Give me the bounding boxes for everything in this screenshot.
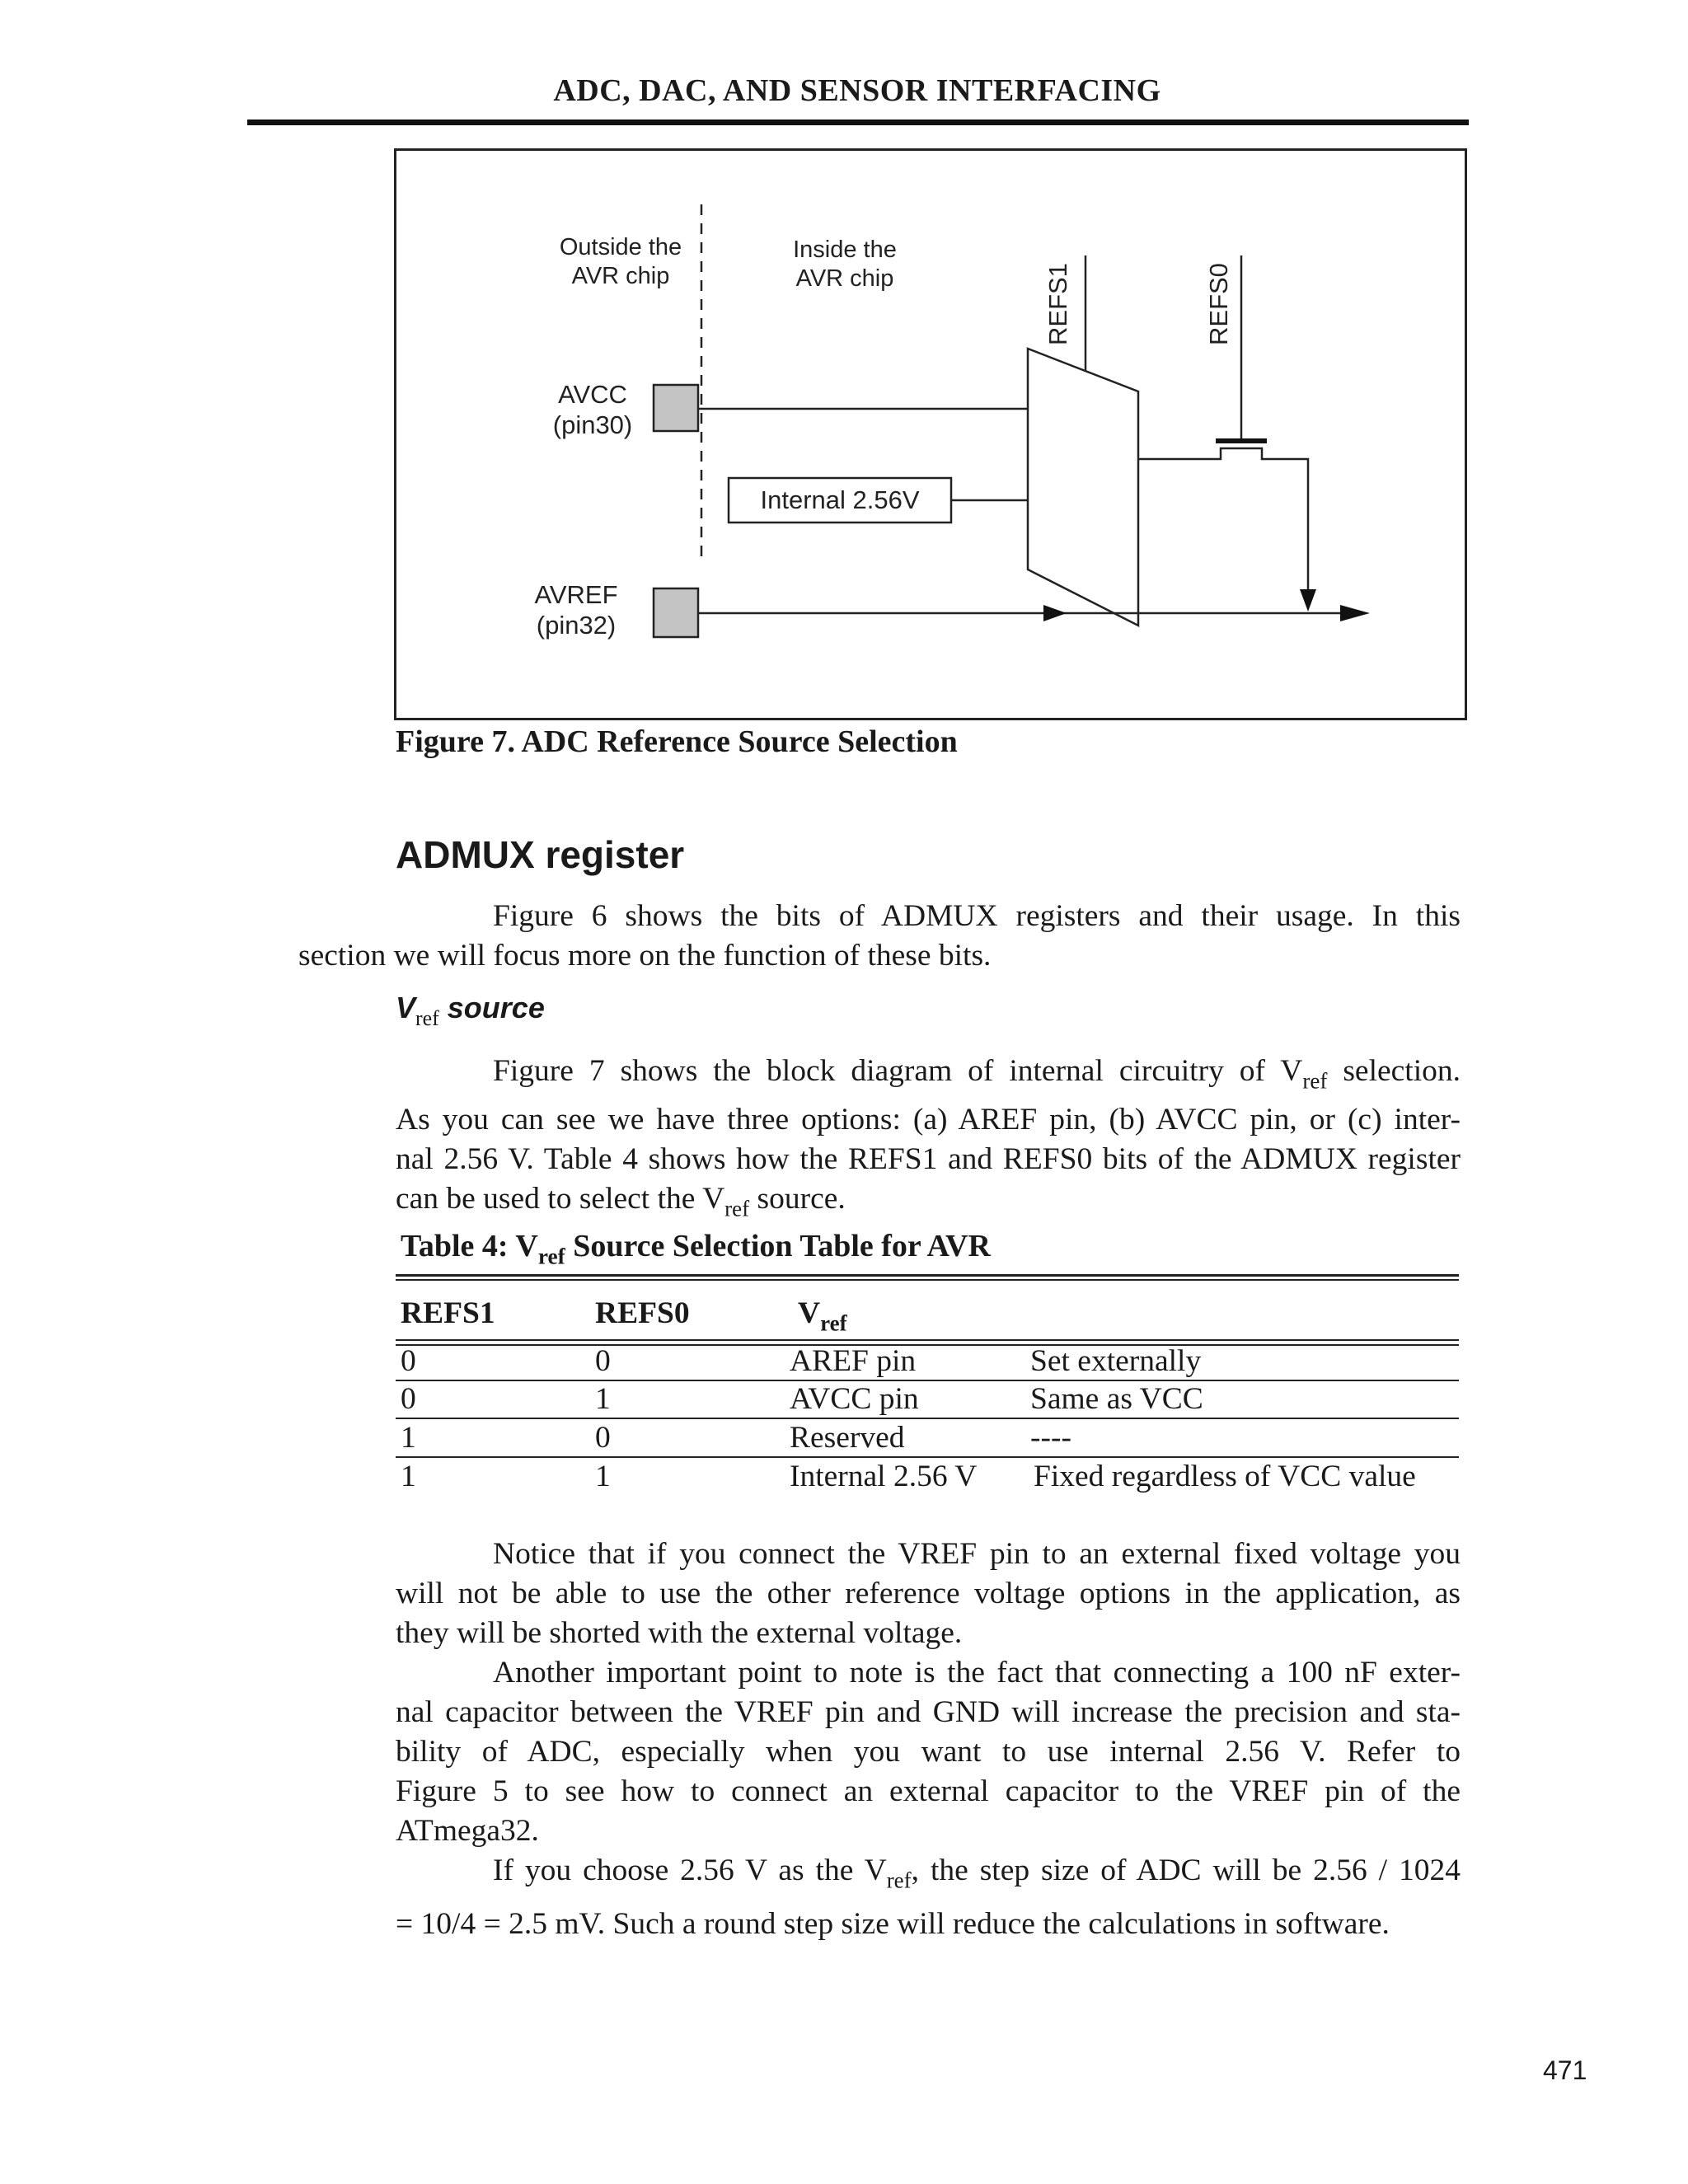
reference-mux xyxy=(1028,349,1138,626)
label-outside-line1: Outside the xyxy=(559,234,682,260)
paragraph-1 xyxy=(298,897,1461,976)
table-row-rule xyxy=(396,1380,1459,1381)
paragraph-1-line-1: Figure 6 shows the bits of ADMUX registers and their usage. In this xyxy=(493,899,1461,933)
table-cell: 0 xyxy=(595,1421,611,1455)
paragraph-3 xyxy=(396,1535,1461,1653)
table-cell: 1 xyxy=(595,1382,611,1416)
table-cell: Reserved xyxy=(790,1421,905,1455)
table-header-rule-2 xyxy=(396,1344,1459,1346)
running-head: ADC, DAC, AND SENSOR INTERFACING xyxy=(553,73,1161,108)
paragraph-5-line-2: = 10/4 = 2.5 mV. Such a round step size will reduce the calculations in software. xyxy=(396,1907,1390,1942)
table-header-refs1: REFS1 xyxy=(401,1296,495,1330)
paragraph-5 xyxy=(396,1851,1461,1944)
refs0-label: REFS0 xyxy=(1204,263,1233,345)
output-arrow xyxy=(1340,605,1370,621)
paragraph-2-line-3: nal 2.56 V. Table 4 shows how the REFS1 and REFS0 bits of the ADMUX register xyxy=(396,1142,1461,1177)
avcc-label-line1: AVCC xyxy=(558,380,627,409)
table-header-rule-1 xyxy=(396,1339,1459,1341)
vref-source-subheading: $V_{ref}$ source xyxy=(396,991,545,1031)
reference-selection-schematic xyxy=(396,151,1470,723)
paragraph-2-line-2: As you can see we have three options: (a) AREF pin, (b) AVCC pin, or (c) inter- xyxy=(396,1103,1461,1137)
paragraph-5-line-1: If you choose 2.56 V as the $V_{ref}$, the step size of ADC will be 2.56 / 1024 xyxy=(493,1854,1461,1893)
table-cell: 0 xyxy=(595,1344,611,1378)
paragraph-3-line-1: Notice that if you connect the VREF pin to an external fixed voltage you xyxy=(493,1537,1461,1571)
paragraph-2-line-4: can be used to select the $V_{ref}$ source. xyxy=(396,1182,846,1221)
avcc-pin xyxy=(654,385,698,431)
page-number: 471 xyxy=(1543,2055,1587,2085)
avref-label-line1: AVREF xyxy=(534,580,618,609)
table-cell: Internal 2.56 V xyxy=(790,1460,978,1493)
switch-output-arrow xyxy=(1300,589,1316,612)
internal-reference-label: Internal 2.56V xyxy=(760,485,920,514)
table-cell: 0 xyxy=(401,1344,416,1378)
avcc-label-line2: (pin30) xyxy=(552,410,633,439)
switch-channel xyxy=(1138,448,1308,602)
table-cell: 0 xyxy=(401,1382,416,1416)
label-inside-line1: Inside the xyxy=(793,237,897,263)
table-cell: 1 xyxy=(401,1460,416,1493)
table-cell: 1 xyxy=(401,1421,416,1455)
table-top-rule-2 xyxy=(396,1279,1459,1281)
paragraph-2 xyxy=(396,1052,1461,1229)
table-cell: Fixed regardless of VCC value xyxy=(1034,1460,1416,1493)
table-row-rule xyxy=(396,1456,1459,1458)
paragraph-4-line-1: Another important point to note is the fact that connecting a 100 nF exter- xyxy=(493,1656,1461,1690)
paragraph-4 xyxy=(396,1653,1461,1851)
paragraph-1-line-2: section we will focus more on the function of these bits. xyxy=(298,939,992,972)
table-row-rule xyxy=(396,1418,1459,1419)
figure-caption: Figure 7. ADC Reference Source Selection xyxy=(396,724,958,759)
label-outside-line2: AVR chip xyxy=(571,263,670,289)
avref-pin xyxy=(654,588,698,637)
table-header-vref: $V_{ref}$ xyxy=(798,1296,847,1336)
table-cell: Set externally xyxy=(1030,1344,1202,1378)
header-rule xyxy=(247,120,1469,125)
table-cell: ---- xyxy=(1030,1421,1071,1455)
avref-mid-arrow xyxy=(1043,605,1067,621)
paragraph-2-line-1: Figure 7 shows the block diagram of internal circuitry of $V_{ref}$ selection. xyxy=(493,1054,1461,1094)
section-heading: ADMUX register xyxy=(396,833,685,876)
table-header-refs0: REFS0 xyxy=(595,1296,690,1330)
table-cell: 1 xyxy=(595,1460,611,1493)
table-4-title: Table 4: $V_{ref}$ Source Selection Table for AVR xyxy=(401,1229,991,1269)
paragraph-4-line-2: nal capacitor between the VREF pin and GND will increase the precision and sta- xyxy=(396,1695,1461,1729)
paragraph-3-line-2: will not be able to use the other reference voltage options in the application, as xyxy=(396,1577,1461,1610)
table-cell: AVCC pin xyxy=(790,1382,919,1416)
paragraph-4-line-4: Figure 5 to see how to connect an external capacitor to the VREF pin of the xyxy=(396,1774,1461,1808)
figure-7-diagram xyxy=(394,148,1467,720)
label-inside-line2: AVR chip xyxy=(795,265,894,292)
avref-label-line2: (pin32) xyxy=(536,611,617,640)
table-cell: AREF pin xyxy=(790,1344,917,1378)
table-cell: Same as VCC xyxy=(1030,1382,1203,1416)
paragraph-4-line-3: bility of ADC, especially when you want to use internal 2.56 V. Refer to xyxy=(396,1735,1461,1769)
paragraph-3-line-3: they will be shorted with the external voltage. xyxy=(396,1616,963,1650)
refs1-label: REFS1 xyxy=(1043,263,1072,345)
paragraph-4-line-5: ATmega32. xyxy=(396,1814,539,1848)
table-top-rule-1 xyxy=(396,1274,1459,1277)
